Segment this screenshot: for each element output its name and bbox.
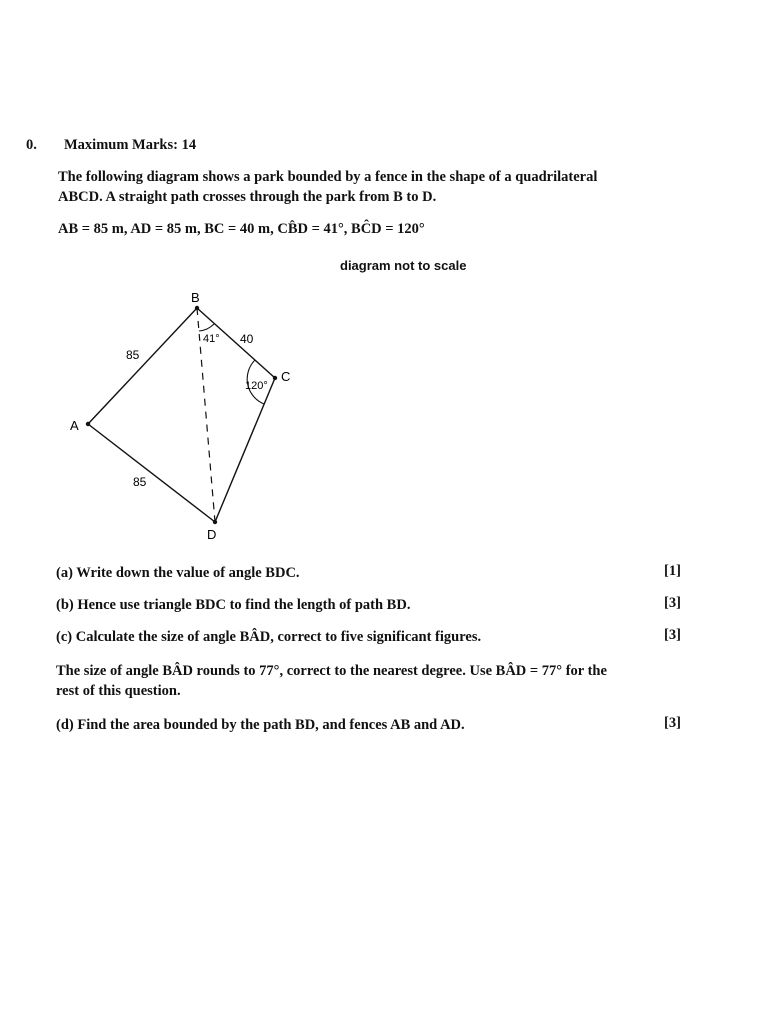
given-cbd: CB̂D = 41°, bbox=[277, 221, 348, 237]
vertex-c-label: C bbox=[281, 369, 291, 384]
label-ab: 85 bbox=[126, 348, 140, 362]
part-c-marks: [3] bbox=[664, 627, 681, 643]
angle-c-label: 120° bbox=[245, 380, 268, 392]
intro-line-1: The following diagram shows a park bounded by a fence in the shape of a quadrilateral bbox=[58, 169, 598, 185]
given-ab: AB = 85 m, bbox=[58, 221, 128, 237]
part-a-text: (a) Write down the value of angle BDC. bbox=[56, 565, 300, 581]
vertex-a-dot bbox=[86, 422, 90, 426]
side-da bbox=[88, 424, 215, 522]
diagram-note: diagram not to scale bbox=[340, 258, 467, 273]
given-bc: BC = 40 m, bbox=[204, 221, 274, 237]
rounding-note bbox=[56, 661, 736, 701]
given-ad: AD = 85 m, bbox=[130, 221, 201, 237]
part-d-text: (d) Find the area bounded by the path BD, and fences AB and AD. bbox=[56, 717, 465, 733]
angle-b-label: 41° bbox=[203, 333, 220, 345]
vertex-b-label: B bbox=[191, 290, 200, 305]
angle-arc-b bbox=[199, 324, 214, 331]
intro-line-2: ABCD. A straight path crosses through the park from B to D. bbox=[58, 189, 437, 205]
side-ab bbox=[88, 308, 197, 424]
label-ad: 85 bbox=[133, 475, 147, 489]
side-cd bbox=[215, 378, 275, 522]
part-d-marks: [3] bbox=[664, 715, 681, 731]
question-number: 0. bbox=[26, 137, 37, 153]
part-c-text: (c) Calculate the size of angle BÂD, correct to five significant figures. bbox=[56, 629, 482, 645]
vertex-d-dot bbox=[213, 520, 217, 524]
vertex-a-label: A bbox=[70, 418, 79, 433]
marks-heading: Maximum Marks: 14 bbox=[64, 137, 197, 153]
vertex-d-label: D bbox=[207, 527, 217, 542]
rounding-note-line-2: rest of this question. bbox=[56, 683, 181, 699]
part-b-marks: [3] bbox=[664, 595, 681, 611]
vertex-c-dot bbox=[273, 376, 277, 380]
part-a-marks: [1] bbox=[664, 563, 681, 579]
part-b-text: (b) Hence use triangle BDC to find the length of path BD. bbox=[56, 597, 411, 613]
given-bcd: BĈD = 120° bbox=[351, 221, 425, 237]
vertex-b-dot bbox=[195, 306, 199, 310]
label-bc: 40 bbox=[240, 332, 254, 346]
rounding-note-line-1: The size of angle BÂD rounds to 77°, correct to the nearest degree. Use BÂD = 77° for the bbox=[56, 663, 607, 679]
